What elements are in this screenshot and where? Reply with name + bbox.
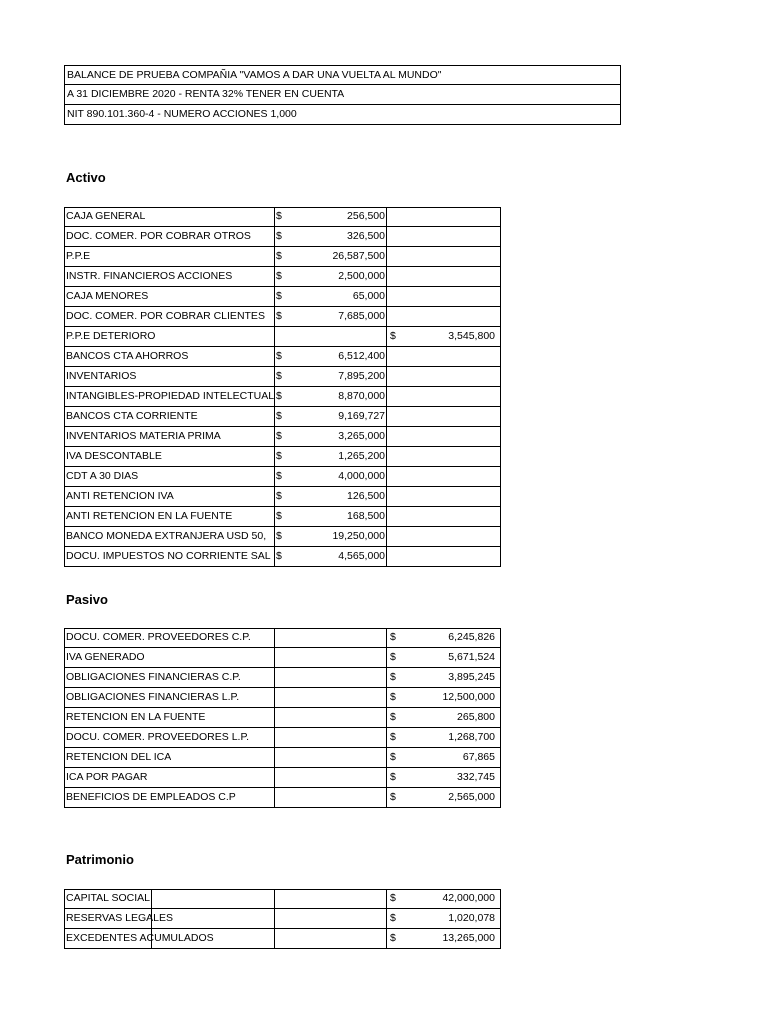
credit-currency-symbol: $ bbox=[390, 892, 396, 904]
account-name: CDT A 30 DIAS bbox=[66, 470, 139, 482]
table-cell bbox=[274, 688, 386, 708]
debit-amount: 256,500 bbox=[347, 210, 385, 222]
credit-currency-symbol: $ bbox=[390, 671, 396, 683]
table-row bbox=[64, 347, 501, 367]
table-row bbox=[64, 447, 501, 467]
section-title-patrimonio: Patrimonio bbox=[66, 852, 134, 867]
credit-currency-symbol: $ bbox=[390, 751, 396, 763]
table-cell bbox=[386, 407, 501, 427]
table-cell bbox=[386, 427, 501, 447]
credit-amount: 12,500,000 bbox=[442, 691, 495, 703]
table-cell bbox=[274, 909, 386, 929]
account-name: RETENCION EN LA FUENTE bbox=[66, 711, 206, 723]
debit-currency-symbol: $ bbox=[276, 270, 282, 282]
account-name: EXCEDENTES ACUMULADOS bbox=[66, 932, 214, 944]
table-row bbox=[64, 668, 501, 688]
debit-amount: 8,870,000 bbox=[338, 390, 385, 402]
account-name: DOC. COMER. POR COBRAR OTROS bbox=[66, 230, 251, 242]
table-cell bbox=[274, 889, 386, 909]
table-row bbox=[64, 287, 501, 307]
account-name: BENEFICIOS DE EMPLEADOS C.P bbox=[66, 791, 236, 803]
table-cell bbox=[274, 768, 386, 788]
credit-currency-symbol: $ bbox=[390, 691, 396, 703]
account-name: RESERVAS LEGALES bbox=[66, 912, 173, 924]
table-row bbox=[64, 367, 501, 387]
account-name: INSTR. FINANCIEROS ACCIONES bbox=[66, 270, 233, 282]
debit-currency-symbol: $ bbox=[276, 250, 282, 262]
credit-currency-symbol: $ bbox=[390, 651, 396, 663]
table-row bbox=[64, 247, 501, 267]
account-name: P.P.E DETERIORO bbox=[66, 330, 156, 342]
credit-amount: 265,800 bbox=[457, 711, 495, 723]
table-cell bbox=[386, 487, 501, 507]
credit-currency-symbol: $ bbox=[390, 912, 396, 924]
table-cell bbox=[274, 628, 386, 648]
table-row bbox=[64, 207, 501, 227]
header-date: A 31 DICIEMBRE 2020 - RENTA 32% TENER EN CUENTA bbox=[64, 85, 621, 105]
table-cell bbox=[274, 788, 386, 808]
account-name: ICA POR PAGAR bbox=[66, 771, 148, 783]
table-cell bbox=[64, 247, 274, 267]
account-name: DOCU. IMPUESTOS NO CORRIENTE SAL bbox=[66, 550, 271, 562]
table-row bbox=[64, 407, 501, 427]
table-cell bbox=[386, 227, 501, 247]
table-row bbox=[64, 427, 501, 447]
table-row bbox=[64, 467, 501, 487]
table-cell bbox=[386, 247, 501, 267]
debit-amount: 3,265,000 bbox=[338, 430, 385, 442]
debit-amount: 326,500 bbox=[347, 230, 385, 242]
table-cell bbox=[274, 929, 386, 949]
account-name: P.P.E bbox=[66, 250, 91, 262]
debit-amount: 4,565,000 bbox=[338, 550, 385, 562]
header-title: BALANCE DE PRUEBA COMPAÑIA "VAMOS A DAR UNA VUELTA AL MUNDO" bbox=[64, 65, 621, 85]
account-name: DOC. COMER. POR COBRAR CLIENTES bbox=[66, 310, 265, 322]
debit-amount: 126,500 bbox=[347, 490, 385, 502]
patrimonio-table bbox=[64, 889, 501, 949]
table-cell bbox=[386, 347, 501, 367]
table-row bbox=[64, 387, 501, 407]
debit-currency-symbol: $ bbox=[276, 430, 282, 442]
debit-currency-symbol: $ bbox=[276, 530, 282, 542]
table-row bbox=[64, 788, 501, 808]
table-cell bbox=[274, 648, 386, 668]
table-row bbox=[64, 929, 501, 949]
credit-currency-symbol: $ bbox=[390, 771, 396, 783]
pasivo-table bbox=[64, 628, 501, 808]
account-name: BANCOS CTA CORRIENTE bbox=[66, 410, 198, 422]
credit-amount: 5,671,524 bbox=[448, 651, 495, 663]
debit-amount: 65,000 bbox=[352, 290, 385, 302]
credit-currency-symbol: $ bbox=[390, 932, 396, 944]
debit-currency-symbol: $ bbox=[276, 470, 282, 482]
table-cell bbox=[151, 889, 274, 909]
debit-amount: 7,895,200 bbox=[338, 370, 385, 382]
debit-amount: 19,250,000 bbox=[332, 530, 385, 542]
table-cell bbox=[274, 728, 386, 748]
credit-currency-symbol: $ bbox=[390, 711, 396, 723]
account-name: DOCU. COMER. PROVEEDORES C.P. bbox=[66, 631, 251, 643]
credit-amount: 67,865 bbox=[462, 751, 495, 763]
debit-amount: 168,500 bbox=[347, 510, 385, 522]
credit-amount: 3,895,245 bbox=[448, 671, 495, 683]
credit-currency-symbol: $ bbox=[390, 330, 396, 342]
table-row bbox=[64, 688, 501, 708]
report-header bbox=[64, 65, 621, 125]
section-title-activo: Activo bbox=[66, 170, 106, 185]
table-cell bbox=[274, 748, 386, 768]
account-name: RETENCION DEL ICA bbox=[66, 751, 172, 763]
table-row bbox=[64, 648, 501, 668]
debit-amount: 1,265,200 bbox=[338, 450, 385, 462]
debit-currency-symbol: $ bbox=[276, 410, 282, 422]
account-name: BANCOS CTA AHORROS bbox=[66, 350, 189, 362]
account-name: ANTI RETENCION EN LA FUENTE bbox=[66, 510, 233, 522]
table-cell bbox=[274, 668, 386, 688]
table-row bbox=[64, 227, 501, 247]
table-cell bbox=[386, 547, 501, 567]
table-row bbox=[64, 527, 501, 547]
table-row bbox=[64, 487, 501, 507]
account-name: OBLIGACIONES FINANCIERAS C.P. bbox=[66, 671, 241, 683]
debit-currency-symbol: $ bbox=[276, 290, 282, 302]
table-row bbox=[64, 628, 501, 648]
account-name: INVENTARIOS MATERIA PRIMA bbox=[66, 430, 221, 442]
account-name: DOCU. COMER. PROVEEDORES L.P. bbox=[66, 731, 250, 743]
credit-amount: 332,745 bbox=[457, 771, 495, 783]
table-cell bbox=[386, 207, 501, 227]
debit-currency-symbol: $ bbox=[276, 390, 282, 402]
debit-amount: 9,169,727 bbox=[338, 410, 385, 422]
credit-amount: 1,268,700 bbox=[448, 731, 495, 743]
debit-currency-symbol: $ bbox=[276, 370, 282, 382]
section-title-pasivo: Pasivo bbox=[66, 592, 108, 607]
table-row bbox=[64, 307, 501, 327]
debit-currency-symbol: $ bbox=[276, 450, 282, 462]
table-row bbox=[64, 728, 501, 748]
account-name: INTANGIBLES-PROPIEDAD INTELECTUAL bbox=[66, 390, 274, 402]
debit-currency-symbol: $ bbox=[276, 230, 282, 242]
account-name: IVA DESCONTABLE bbox=[66, 450, 162, 462]
table-cell bbox=[386, 527, 501, 547]
debit-currency-symbol: $ bbox=[276, 210, 282, 222]
credit-amount: 6,245,826 bbox=[448, 631, 495, 643]
account-name: IVA GENERADO bbox=[66, 651, 145, 663]
account-name: CAJA MENORES bbox=[66, 290, 149, 302]
debit-amount: 26,587,500 bbox=[332, 250, 385, 262]
table-row bbox=[64, 267, 501, 287]
table-cell bbox=[386, 447, 501, 467]
table-cell bbox=[386, 507, 501, 527]
debit-amount: 6,512,400 bbox=[338, 350, 385, 362]
credit-currency-symbol: $ bbox=[390, 731, 396, 743]
credit-amount: 13,265,000 bbox=[442, 932, 495, 944]
account-name: CAPITAL SOCIAL bbox=[66, 892, 151, 904]
debit-amount: 4,000,000 bbox=[338, 470, 385, 482]
account-name: INVENTARIOS bbox=[66, 370, 137, 382]
debit-currency-symbol: $ bbox=[276, 310, 282, 322]
credit-amount: 3,545,800 bbox=[448, 330, 495, 342]
table-row bbox=[64, 547, 501, 567]
debit-currency-symbol: $ bbox=[276, 490, 282, 502]
account-name: OBLIGACIONES FINANCIERAS L.P. bbox=[66, 691, 240, 703]
table-cell bbox=[386, 267, 501, 287]
credit-currency-symbol: $ bbox=[390, 791, 396, 803]
debit-currency-symbol: $ bbox=[276, 350, 282, 362]
table-row bbox=[64, 708, 501, 728]
table-row bbox=[64, 889, 501, 909]
table-cell bbox=[274, 327, 386, 347]
account-name: BANCO MONEDA EXTRANJERA USD 50, bbox=[66, 530, 267, 542]
table-row bbox=[64, 748, 501, 768]
credit-amount: 2,565,000 bbox=[448, 791, 495, 803]
debit-currency-symbol: $ bbox=[276, 550, 282, 562]
table-cell bbox=[386, 367, 501, 387]
table-cell bbox=[386, 307, 501, 327]
activo-table bbox=[64, 207, 501, 567]
table-row bbox=[64, 507, 501, 527]
table-row bbox=[64, 909, 501, 929]
table-cell bbox=[274, 708, 386, 728]
debit-amount: 2,500,000 bbox=[338, 270, 385, 282]
table-cell bbox=[386, 467, 501, 487]
debit-amount: 7,685,000 bbox=[338, 310, 385, 322]
table-cell bbox=[386, 387, 501, 407]
credit-amount: 1,020,078 bbox=[448, 912, 495, 924]
table-row bbox=[64, 768, 501, 788]
account-name: CAJA GENERAL bbox=[66, 210, 146, 222]
header-nit: NIT 890.101.360-4 - NUMERO ACCIONES 1,000 bbox=[64, 105, 621, 125]
table-row bbox=[64, 327, 501, 347]
debit-currency-symbol: $ bbox=[276, 510, 282, 522]
account-name: ANTI RETENCION IVA bbox=[66, 490, 174, 502]
credit-amount: 42,000,000 bbox=[442, 892, 495, 904]
table-cell bbox=[386, 287, 501, 307]
credit-currency-symbol: $ bbox=[390, 631, 396, 643]
